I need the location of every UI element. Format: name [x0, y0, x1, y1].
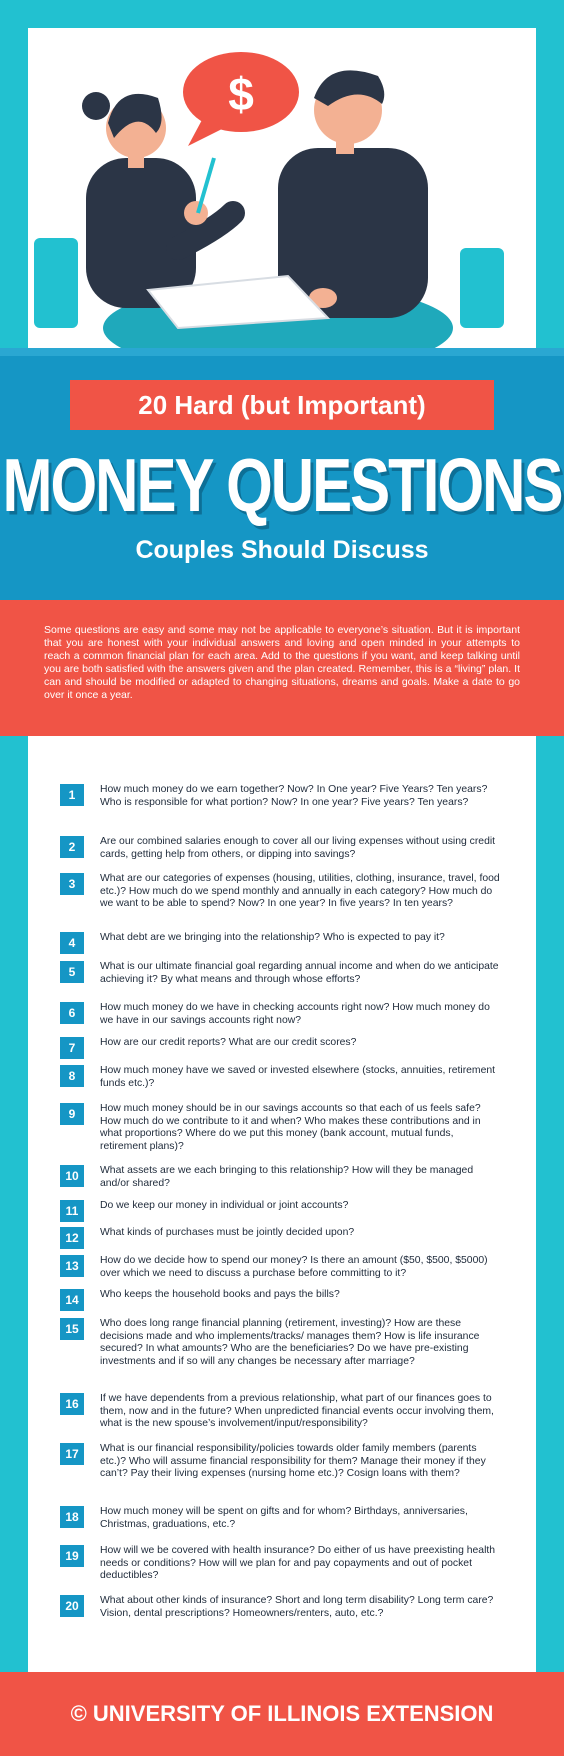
question-text: How are our credit reports? What are our credit scores?: [100, 1037, 357, 1048]
question-number: 10: [60, 1165, 84, 1187]
question-number: 9: [60, 1103, 84, 1125]
page-title: MONEY QUESTIONS: [2, 443, 562, 527]
question-number: 1: [60, 784, 84, 806]
question-number: 15: [60, 1318, 84, 1340]
tagline: Couples Should Discuss: [135, 536, 429, 564]
question-number: 16: [60, 1393, 84, 1415]
footer-credit: © UNIVERSITY OF ILLINOIS EXTENSION: [0, 1672, 564, 1756]
question-number: 13: [60, 1255, 84, 1277]
question-text: If we have dependents from a previous relationship, what part of our finances goes to them, now and in the future? When unpredicted financial events occur involving them, what is the new spouse’s involvement/input/responsibility?: [100, 1393, 494, 1430]
question-number: 4: [60, 932, 84, 954]
couple-illustration: [28, 28, 536, 348]
question-text: Do we keep our money in individual or joint accounts?: [100, 1200, 349, 1211]
question-text: How much money should be in our savings accounts so that each of us feels safe? How much do we contribute to it and when? Who makes these contributions and in what proportions? Where do we put this money (bank account, mutual funds, retirement plans)?: [100, 1103, 481, 1152]
question-number: 8: [60, 1065, 84, 1087]
question-text: What assets are we each bringing to this relationship? How will they be managed and/or shared?: [100, 1165, 474, 1189]
question-text: How much money do we earn together? Now? In One year? Five Years? Ten years? Who is responsible for what portion? Now? In one year? Five years? Ten years?: [100, 784, 488, 808]
question-text: How will we be covered with health insurance? Do either of us have preexisting health needs or conditions? How will we plan for and pay copayments and out of pocket deductibles?: [100, 1545, 496, 1582]
question-number: 7: [60, 1037, 84, 1059]
question-number: 2: [60, 836, 84, 858]
question-text: What is our ultimate financial goal regarding annual income and when do we anticipate achieving it? By what means and through whose efforts?: [100, 961, 499, 985]
chair-left: [34, 238, 78, 328]
pen-icon: [198, 158, 214, 213]
question-text: How much money do we have in checking accounts right now? How much money do we have in our savings accounts right now?: [100, 1002, 490, 1026]
subtitle-banner: 20 Hard (but Important): [70, 380, 494, 430]
question-text: What are our categories of expenses (housing, utilities, clothing, insurance, travel, food etc.)? How much do we spend monthly and annually in each category? How much do we want to be able to spend? Now? In one year? In five years? In ten years?: [100, 873, 500, 910]
chair-right: [460, 248, 504, 328]
question-text: How much money have we saved or invested elsewhere (stocks, annuities, retirement funds etc.)?: [100, 1065, 496, 1089]
speech-bubble: [183, 52, 299, 146]
intro-paragraph: Some questions are easy and some may not be applicable to everyone’s situation. But it is important that you are honest with your individual answers and loving and open minded in your attempts to reach a common financial plan for each area. Add to the questions if you want, and keep talking until you are both satisfied with the answers given and the plan created. Remember, this is a “living” plan. It can and should be modified or adapted to changing situations, dreams and goals. Make a date to go over it once a year.: [44, 624, 520, 701]
question-number: 3: [60, 873, 84, 895]
question-number: 14: [60, 1289, 84, 1311]
question-text: Who keeps the household books and pays the bills?: [100, 1289, 340, 1300]
question-text: What about other kinds of insurance? Short and long term disability? Long term care? Vision, dental prescriptions? Homeowners/renters, auto, etc.?: [100, 1595, 494, 1619]
question-number: 17: [60, 1443, 84, 1465]
dollar-icon: $: [228, 68, 254, 120]
question-text: How much money will be spent on gifts and for whom? Birthdays, anniversaries, Christmas, graduations, etc.?: [100, 1506, 468, 1530]
question-text: What kinds of purchases must be jointly decided upon?: [100, 1227, 355, 1238]
question-number: 6: [60, 1002, 84, 1024]
question-number: 18: [60, 1506, 84, 1528]
question-text: Who does long range financial planning (retirement, investing)? How are these decisions made and who implements/tracks/ manages them? How is life insurance secured? In what amounts? Who are the beneficiaries? Do we have pre-existing investments and if so will any changes be necessary after marriage?: [100, 1318, 480, 1367]
question-number: 5: [60, 961, 84, 983]
question-number: 19: [60, 1545, 84, 1567]
hero-illustration: [28, 28, 536, 348]
question-number: 20: [60, 1595, 84, 1617]
question-text: How do we decide how to spend our money? Is there an amount ($50, $500, $5000) over which we need to discuss a purchase before committing to it?: [100, 1255, 488, 1279]
question-text: What debt are we bringing into the relationship? Who is expected to pay it?: [100, 932, 445, 943]
question-text: Are our combined salaries enough to cover all our living expenses without using credit cards, getting help from others, or dipping into savings?: [100, 836, 496, 860]
question-number: 11: [60, 1200, 84, 1222]
question-text: What is our financial responsibility/policies towards older family members (parents etc.)? Who will assume financial responsibility for them? Manage their money if they can’t? Pay their living expenses (nursing home etc.)? Cosign loans with them?: [100, 1443, 486, 1480]
question-number: 12: [60, 1227, 84, 1249]
